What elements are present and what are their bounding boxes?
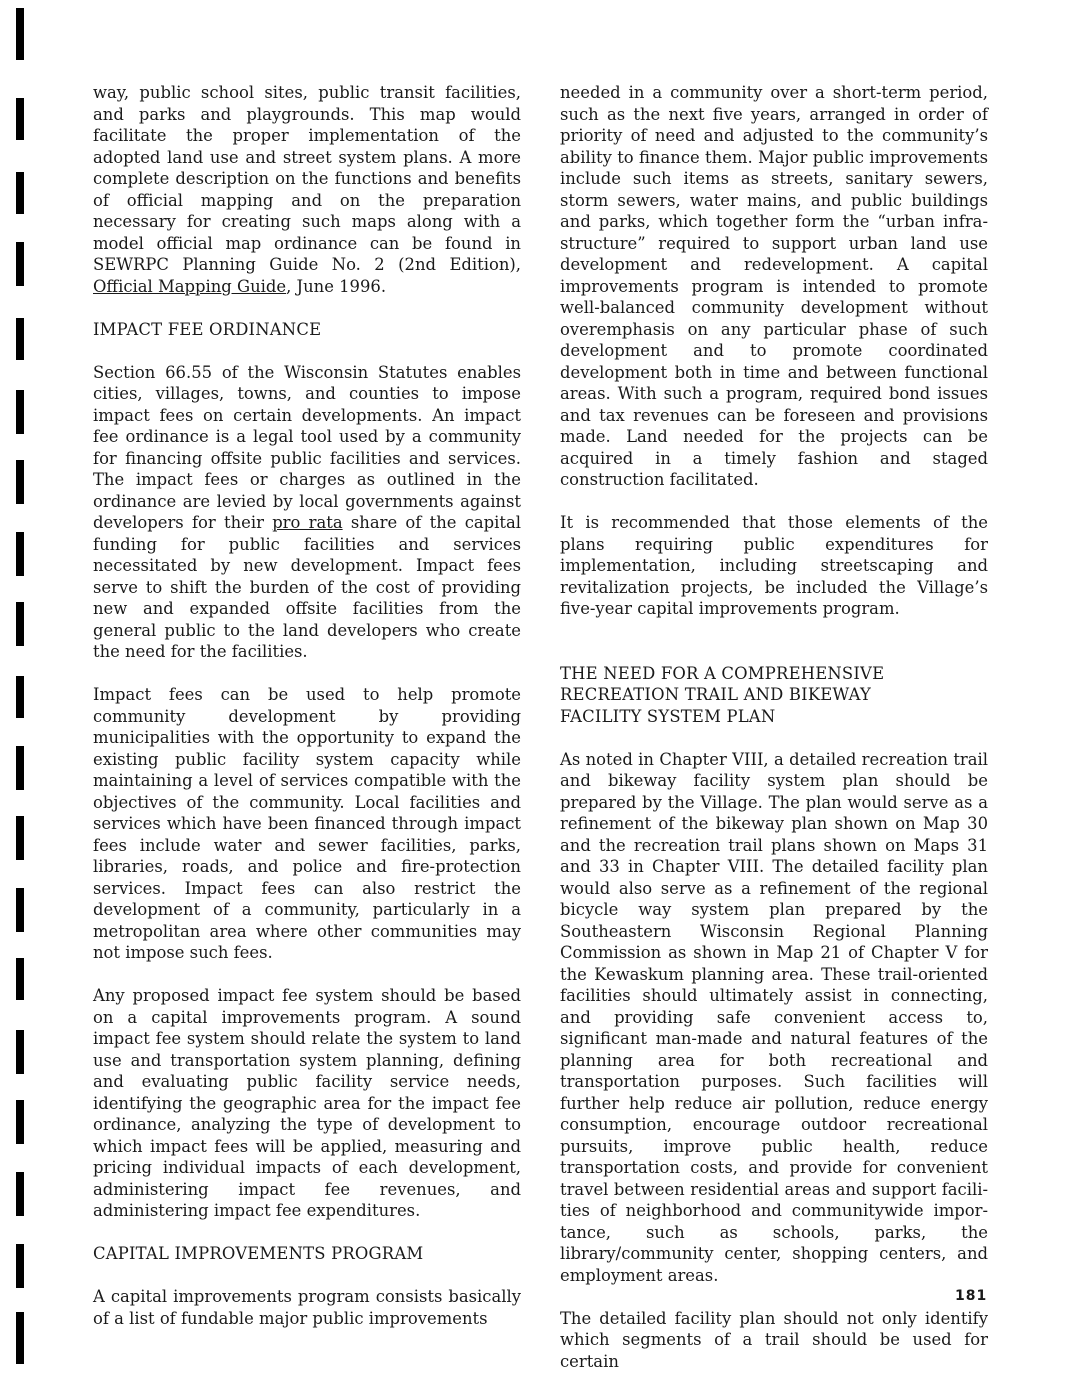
paragraph-impact-fee-uses: Impact fees can be used to help promote community development by providing municipalities with the opportunity to expand the existing public facility system capacity while maintaining a level of services compatible with the objectives of the community. Local facilities and services which have been financed through impact fees include water and sewer facilities, parks, libraries, roads, and police and fire-protection services. Impact fees can also restrict the development of a community, particularly in a metropolitan area where other communities may not impose such fees. <box>93 685 521 962</box>
margin-mark <box>16 1100 24 1144</box>
pro-rata-term: pro rata <box>272 513 343 532</box>
text-run: Section 66.55 of the Wisconsin Statutes enables cities, villages, towns, and counties to impose impact fees on certain developments. An impact fee ordinance is a legal tool used by a community for financing offsite public facilities and services. The impact fees or charges as outlined in the ordinance are levied by local governments against developers for their <box>93 362 521 532</box>
paragraph-facility-plan-start: The detailed facility plan should not only identify which segments of a trail should be used for certain <box>560 1308 988 1371</box>
heading-impact-fee-ordinance: IMPACT FEE ORDINANCE <box>93 319 322 339</box>
text-run: way, public school sites, public transit facilities, and parks and playgrounds. This map would facilitate the proper implementation of the adopted land use and street system plans. A more complete description on the functions and benefits of official mapping and on the preparation necessary for creating such maps along with a model official map ordinance can be found in SEWRPC Planning Guide No. 2 (2nd Edition), <box>93 83 521 274</box>
margin-mark <box>16 958 24 1000</box>
paragraph-capital-improvements-start: A capital improvements program consists basically of a list of fundable major public improvements <box>93 1287 521 1328</box>
paragraph-recommendation: It is recommended that those elements of the plans requiring public expenditures for implementation, including streetscaping and revitalization projects, be included the Village’s five-year capital improvements program. <box>560 513 988 618</box>
left-column <box>93 82 521 1351</box>
heading-trail-bikeway-plan <box>560 663 988 728</box>
heading-line: RECREATION TRAIL AND BIKEWAY <box>560 685 872 704</box>
right-column <box>560 82 988 1394</box>
text-run: share of the capital funding for public facilities and services necessitated by new development. Impact fees serve to shift the burden of the cost of providing new and expanded offsite facilities from the general public to the land developers who create the need for the facilities. <box>93 513 522 661</box>
margin-mark <box>16 390 24 434</box>
heading-capital-improvements-program: CAPITAL IMPROVEMENTS PROGRAM <box>93 1244 424 1263</box>
margin-mark <box>16 888 24 932</box>
margin-mark <box>16 98 24 140</box>
paragraph-impact-fee-definition <box>93 362 521 663</box>
heading-line: THE NEED FOR A COMPREHENSIVE <box>560 663 885 683</box>
page-number: 181 <box>955 1288 988 1304</box>
official-mapping-guide-title: Official Mapping Guide <box>93 276 287 296</box>
paragraph-official-map <box>93 82 521 297</box>
margin-mark <box>16 1172 24 1216</box>
margin-mark <box>16 602 24 646</box>
paragraph-impact-fee-system: Any proposed impact fee system should be based on a capital improvements program. A sound impact fee system should relate the system to land use and transportation system planning, defining and evaluating public facility service needs, identifying the geographic area for the impact fee ordinance, analyzing the type of development to which impact fees will be applied, measuring and pricing individual impacts of each development, administering impact fee revenues, and administering impact fee expenditures. <box>93 986 521 1220</box>
margin-mark <box>16 746 24 790</box>
margin-mark <box>16 1244 24 1288</box>
margin-mark <box>16 676 24 718</box>
paragraph-capital-improvements-continued: needed in a community over a short-term period, such as the next five years, arranged in order of priority of need and adjusted to the community’s ability to finance them. Major public improvements include such items as streets, sanitary sewers, storm sewers, water mains, and public buildings and parks, which together form the “urban infrastructure” required to support urban land use development and redevelopment. A capital improvements program is intended to promote well-balanced community development without overemphasis on any particular phase of such development and to promote coordinated development both in time and between functional areas. With such a program, required bond issues and tax revenues can be foreseen and provisions made. Land needed for the projects can be acquired in a timely fashion and staged construction facilitated. <box>560 83 988 489</box>
margin-mark <box>16 172 24 214</box>
scan-margin-marks <box>0 0 40 1380</box>
text-run: , June 1996. <box>286 276 387 296</box>
heading-line: FACILITY SYSTEM PLAN <box>560 706 776 726</box>
margin-mark <box>16 816 24 860</box>
paragraph-trail-plan-description: As noted in Chapter VIII, a detailed recreation trail and bikeway facility system plan should be prepared by the Village. The plan would serve as a refinement of the bikeway plan shown on Map 30 and the recreation trail plans shown on Maps 31 and 33 in Chapter VIII. The detailed facility plan would also serve as a refinement of the regional bicycle way system plan prepared by the Southeastern Wisconsin Regional Planning Commission as shown in Map 21 of Chapter V for the Kewaskum planning area. These trail-oriented facilities should ultimately assist in connecting, and providing safe convenient access to, significant man-made and natural features of the planning area for both recreational and transportation purposes. Such facilities will further help reduce air pollution, reduce energy consumption, encourage outdoor recreational pursuits, improve public health, reduce transportation costs, and provide for convenient travel between residential areas and support facilities of neighborhood and communitywide importance, such as schools, parks, the library/community center, shopping centers, and employment areas. <box>560 749 988 1285</box>
margin-mark <box>16 318 24 360</box>
margin-mark <box>16 1030 24 1074</box>
margin-mark <box>16 460 24 504</box>
margin-mark <box>16 242 24 286</box>
margin-mark <box>16 1312 24 1364</box>
margin-mark <box>16 8 24 60</box>
margin-mark <box>16 532 24 576</box>
